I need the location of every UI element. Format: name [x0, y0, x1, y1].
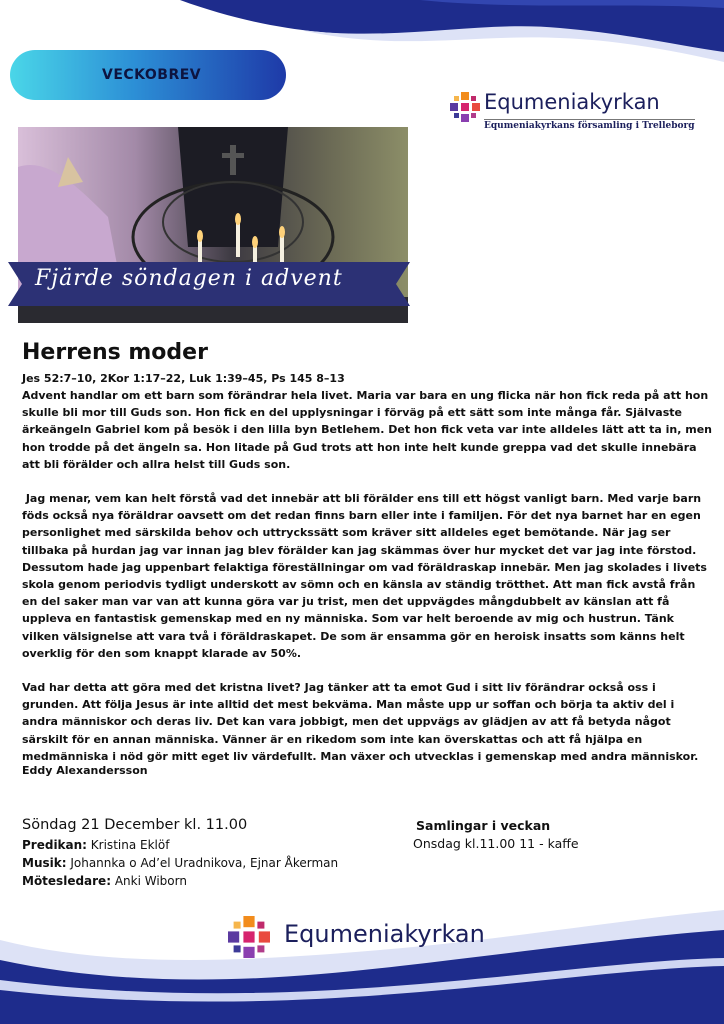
- leader-label: Mötesledare:: [22, 874, 111, 888]
- preacher-name: Kristina Eklöf: [86, 838, 170, 852]
- article-body: [22, 387, 712, 782]
- footer-logo: [228, 916, 508, 960]
- service-preacher: [22, 838, 169, 852]
- cross-logo-icon: [228, 916, 270, 958]
- newsletter-badge: [10, 50, 286, 100]
- service-music: [22, 856, 338, 870]
- advent-sunday-heading: Fjärde söndagen i advent: [35, 266, 343, 291]
- article-paragraph: Advent handlar om ett barn som förändrar hela livet. Maria var bara en ung flicka när hon fick reda på att hon skulle bli mor till Guds son. Hon fick en del upplysningar i förväg på ett sätt som inte många får. Självaste ärkeängeln Gabriel kom på besök i den lilla byn Betlehem. Det hon fick veta var inte alldeles lätt att ta in, men hon trodde på det ängeln sa. Hon litade på Gud trots att hon inte helt kunde greppa vad det skulle innebära att bli förälder och allra helst till Guds son.: [22, 389, 713, 471]
- article-author: Eddy Alexandersson: [22, 764, 148, 777]
- service-date: Söndag 21 December kl. 11.00: [22, 817, 248, 833]
- article-paragraph: Jag menar, vem kan helt förstå vad det innebär att bli förälder ens till ett högst vanligt barn. Med varje barn föds också nya föräldrar oavsett om det redan finns barn eller inte i familjen. För det nya barnet har en egen personlighet med särskilda behov och uttryckssätt som kräver sitt alldeles eget bemötande. När jag ser tillbaka på hurdan jag var innan jag blev förälder kan jag skämmas över hur mycket det var jag inte förstod. Dessutom hade jag uppenbart felaktiga föreställningar om vad föräldraskap innebär. Men jag skolades i livets skola genom periodvis tydligt underskott av sömn och en känsla av ständig trötthet. Att man fick avstå från en del saker man var van att kunna göra var ju trist, men det uppvägdes mångdubbelt av känslan att få uppleva en fantastisk gemenskap med en ny människa. Som var helt beroende av mig och hustrun. Tänk vilken välsignelse att vara två i föräldraskapet. De som är ensamma gör en heroisk insatts som känns helt overklig för den som knappt klarade av 50%.: [22, 492, 711, 660]
- article-title: Herrens moder: [22, 340, 208, 365]
- bible-references: Jes 52:7–10, 2Kor 1:17–22, Luk 1:39–45, Ps 145 8–13: [22, 372, 345, 385]
- logo-subtitle: Equmeniakyrkans församling i Trelleborg: [484, 121, 695, 131]
- logo-name: Equmeniakyrkan: [484, 90, 660, 114]
- newsletter-badge-label: VECKOBREV: [102, 67, 202, 83]
- music-label: Musik:: [22, 856, 67, 870]
- service-leader: [22, 874, 187, 888]
- week-gatherings-line: Onsdag kl.11.00 11 - kaffe: [413, 836, 579, 851]
- preacher-label: Predikan:: [22, 838, 87, 852]
- article-paragraph: Vad har detta att göra med det kristna livet? Jag tänker att ta emot Gud i sitt liv förändrar också oss i grunden. Att följa Jesus är inte alltid det mest bekväma. Man måste upp ur soffan och börja ta aktiv del i andra människor och deras liv. Det kan vara jobbigt, men det uppvägs av glädjen av att få betyda något särskilt för en annan människa. Vänner är en rikedom som inte kan överskattas och att få hjälpa en medmänniska i nöd gör mitt eget liv värdefullt. Man växer och utvecklas i gemenskap med andra människor.: [22, 681, 699, 763]
- church-logo: [450, 90, 695, 136]
- leader-name: Anki Wiborn: [111, 874, 187, 888]
- music-names: Johannka o Ad’el Uradnikova, Ejnar Åkerman: [66, 856, 339, 870]
- footer-logo-name: Equmeniakyrkan: [284, 920, 485, 948]
- cross-logo-icon: [450, 92, 480, 122]
- week-gatherings-title: Samlingar i veckan: [416, 818, 551, 833]
